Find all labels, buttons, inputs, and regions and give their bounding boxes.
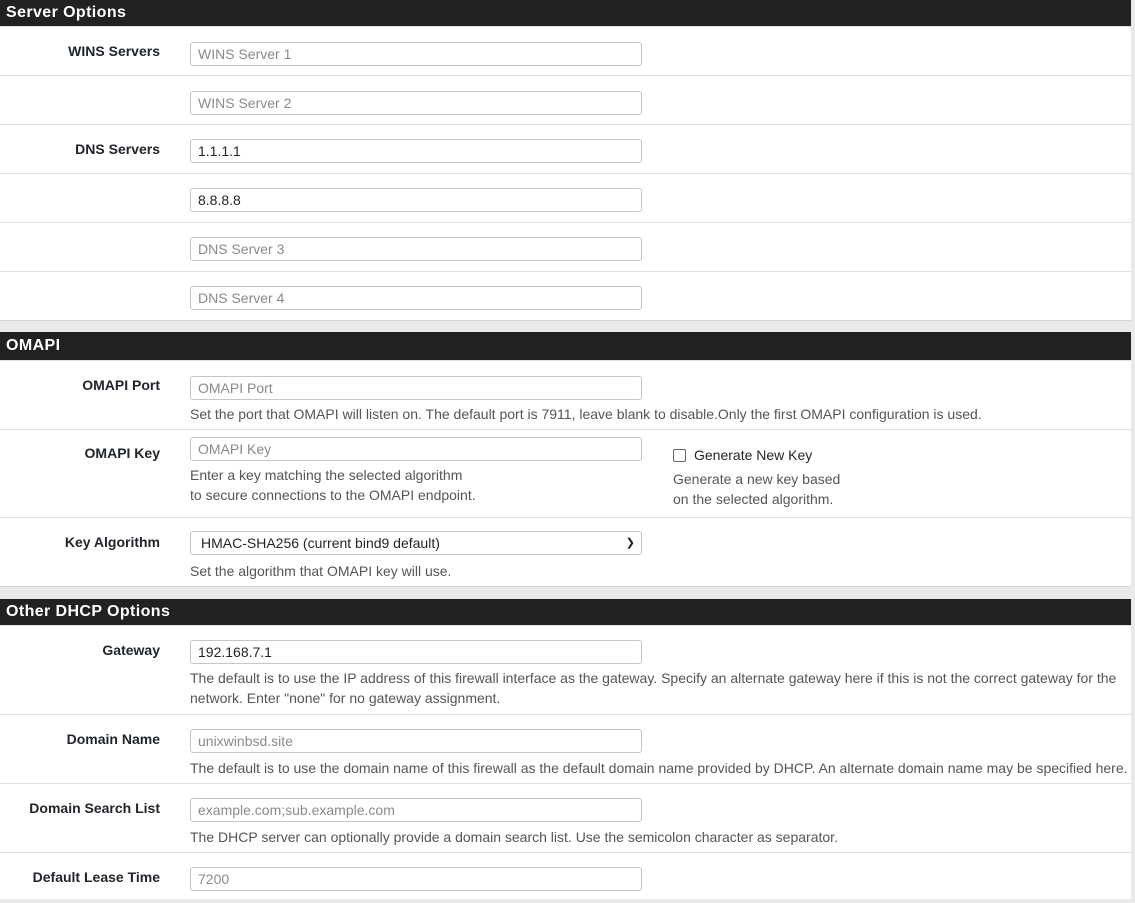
dns-server-1-row bbox=[0, 124, 1131, 173]
gateway-help bbox=[190, 668, 1116, 708]
omapi-port-input[interactable] bbox=[190, 376, 642, 400]
wins-server-2-input[interactable] bbox=[190, 91, 642, 115]
chevron-down-icon: ❯ bbox=[625, 537, 635, 549]
dns-server-2-row bbox=[0, 173, 1131, 222]
key-algorithm-select[interactable] bbox=[190, 531, 642, 555]
omapi-key-label: OMAPI Key bbox=[84, 445, 160, 461]
dns-server-3-row bbox=[0, 222, 1131, 271]
server-options-panel bbox=[0, 0, 1131, 321]
wins-server-1-input[interactable] bbox=[190, 42, 642, 66]
omapi-key-help-line2: to secure connections to the OMAPI endpoint. bbox=[190, 487, 476, 503]
other-dhcp-heading: Other DHCP Options bbox=[0, 599, 1131, 625]
wins-servers-label: WINS Servers bbox=[68, 43, 160, 59]
omapi-panel bbox=[0, 332, 1131, 587]
omapi-port-help: Set the port that OMAPI will listen on. The default port is 7911, leave blank to disable.Only the first OMAPI configuration is used. bbox=[190, 406, 982, 422]
gateway-row bbox=[0, 625, 1131, 714]
omapi-port-row bbox=[0, 360, 1131, 429]
gateway-label: Gateway bbox=[102, 642, 160, 658]
key-algorithm-row bbox=[0, 517, 1131, 586]
generate-key-help-line2: on the selected algorithm. bbox=[673, 491, 834, 507]
domain-name-input[interactable] bbox=[190, 729, 642, 753]
wins-server-2-row bbox=[0, 75, 1131, 124]
domain-search-input[interactable] bbox=[190, 798, 642, 822]
wins-server-1-row bbox=[0, 26, 1131, 75]
server-options-heading: Server Options bbox=[0, 0, 1131, 26]
default-lease-input[interactable] bbox=[190, 867, 642, 891]
generate-new-key-label: Generate New Key bbox=[694, 447, 813, 463]
dns-server-4-input[interactable] bbox=[190, 286, 642, 310]
gateway-help-line2: network. Enter "none" for no gateway assignment. bbox=[190, 690, 501, 706]
domain-search-help: The DHCP server can optionally provide a domain search list. Use the semicolon character as separator. bbox=[190, 829, 838, 845]
default-lease-label: Default Lease Time bbox=[32, 869, 160, 885]
omapi-heading: OMAPI bbox=[0, 332, 1131, 360]
domain-name-help: The default is to use the domain name of this firewall as the default domain name provided by DHCP. An alternate domain name may be specified here. bbox=[190, 760, 1128, 776]
key-algorithm-value: HMAC-SHA256 (current bind9 default) bbox=[201, 535, 440, 551]
dns-servers-label: DNS Servers bbox=[75, 141, 160, 157]
omapi-port-label: OMAPI Port bbox=[82, 377, 160, 393]
domain-search-label: Domain Search List bbox=[29, 800, 160, 816]
domain-search-row bbox=[0, 783, 1131, 852]
dns-server-3-input[interactable] bbox=[190, 237, 642, 261]
key-algorithm-label: Key Algorithm bbox=[64, 534, 160, 550]
dns-server-4-row bbox=[0, 271, 1131, 320]
omapi-key-input[interactable] bbox=[190, 437, 642, 461]
generate-key-help bbox=[673, 469, 840, 509]
default-lease-row bbox=[0, 852, 1131, 903]
omapi-key-help-line1: Enter a key matching the selected algorithm bbox=[190, 467, 463, 483]
domain-name-label: Domain Name bbox=[66, 731, 160, 747]
dns-server-2-input[interactable] bbox=[190, 188, 642, 212]
generate-key-help-line1: Generate a new key based bbox=[673, 471, 841, 487]
omapi-key-help bbox=[190, 465, 476, 505]
checkbox-icon[interactable] bbox=[673, 449, 686, 462]
generate-new-key-checkbox[interactable] bbox=[673, 447, 812, 463]
omapi-key-row bbox=[0, 429, 1131, 517]
key-algorithm-help: Set the algorithm that OMAPI key will use. bbox=[190, 563, 452, 579]
domain-name-row bbox=[0, 714, 1131, 783]
other-dhcp-panel bbox=[0, 599, 1131, 899]
gateway-help-line1: The default is to use the IP address of this firewall interface as the gateway. Specify an alternate gateway here if this is not the correct gateway for the bbox=[190, 670, 1117, 686]
dns-server-1-input[interactable] bbox=[190, 139, 642, 163]
gateway-input[interactable] bbox=[190, 640, 642, 664]
